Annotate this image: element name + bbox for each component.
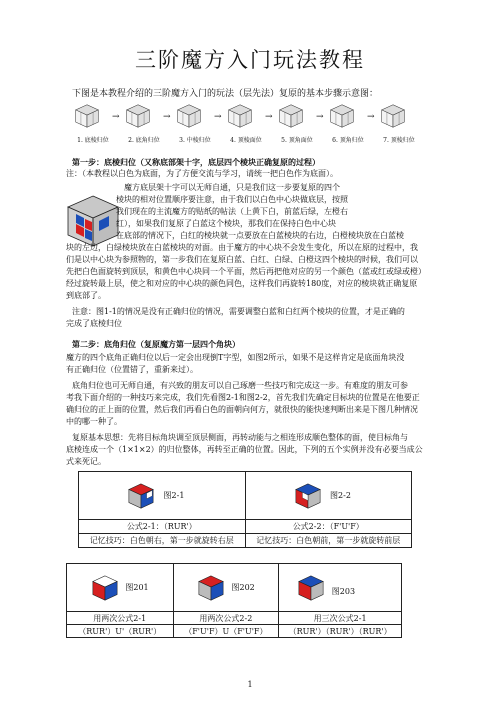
step1-note2-line-1: 注意：图1-1的情况是没有正确归位的情况，需要调整白蓝和白红两个棱块的位置，才是正确的 [72,307,405,316]
step1-line-5: 在底部的情况下，白红的棱块就一点要放在白蓝棱块的右边，白橙棱块放在白蓝棱 [116,231,404,240]
step2-p2-line-4: 中的哪一种了。 [66,417,122,426]
step-label: 1. 底棱归位 [77,137,109,144]
step-5 [278,103,316,144]
step2-p2-line-2: 考我下面介绍的一种技巧来完成，我们先看图2-1和图2-2，首先我们先确定目标块的位置是在他要正 [66,393,420,402]
page-title: 三阶魔方入门玩法教程 [135,48,365,72]
figure-caption: 图202 [231,582,255,592]
steps-diagram [74,103,430,145]
page-number: 1 [247,680,253,689]
step-label: 2. 底角归位 [128,137,160,144]
cube-figure-201 [91,574,119,602]
figure-caption: 图203 [331,586,356,596]
cube-illustration-step1 [74,103,100,129]
step2-p2-line-1: 底角归位也可无师自通，有兴致的朋友可以自己琢磨一些技巧和完成这一步。有难度的朋友可参 [72,381,408,390]
step-label: 5. 顶角面位 [281,137,313,144]
cube-figure-203 [297,574,325,602]
step1-note2-line-2: 完成了底棱归位 [66,319,122,328]
intro-text: 下图是本教程介绍的三阶魔方入门的玩法（层先法）复原的基本步骤示意图： [72,89,379,99]
formula-cell: 公式2-1：（RUR'） [79,520,246,534]
figure-cell-201 [67,564,174,612]
cube-illustration-step7 [380,103,406,129]
step1-line-4: 红），如果我们复原了白蓝这个棱块，那我们在保持白色中心块 [116,219,336,228]
step-label: 6. 顶角归位 [332,137,364,144]
step1-full-line-2: 们是以中心块为参照物的，第一步我们在复原白蓝、白红、白绿、白橙这四个棱块的时候，我们可以 [66,255,418,264]
memo-cell: 记忆技巧：白色朝右，第一步就旋转右层 [79,534,246,548]
step1-note: 注：（本教程以白色为底面，为了方便交流与学习，请统一把白色作为底面）。 [66,169,338,178]
cube-figure-2-1 [127,482,155,510]
step-1 [74,103,112,144]
arrow-icon: → [163,112,171,122]
arrow-icon: → [265,112,273,122]
step-3 [176,103,214,144]
formula-cell: 公式2-2：（F'U'F） [245,520,412,534]
formula-table-2 [66,563,402,638]
usage-cell: 用两次公式2-2 [173,612,279,625]
step1-line-2: 棱块的相对位置顺序要注意，由于我们以白色中心块做底层，按照 [116,195,348,204]
cube-figure-2-2 [294,482,322,510]
step1-line-1: 魔方底层架十字可以无师自通，只是我们这一步要复原的四个 [124,183,340,192]
sequence-cell: （RUR'）（RUR'）（RUR'） [279,625,402,638]
cube-illustration-step6 [329,103,355,129]
usage-cell: 用两次公式2-1 [67,612,174,625]
step-6 [329,103,367,144]
step1-full-line-3: 先把白色面旋转到顶层，和黄色中心块同一个平面，然后再把他对应的另一个颜色（蓝或红或绿或橙） [66,267,426,276]
step2-p3-line-2: 底棱连成一个（1×1×2）的归位整体，再转至正确的位置。因此，下列的五个实例并没有必要当成公 [66,445,423,454]
step2-heading: 第二步：底角归位（复原魔方第一层四个角块） [72,339,240,349]
step1-full-line-1: 块的左边，白绿棱块放在白蓝棱块的对面。由于魔方的中心块不会发生变化，所以在原的过程中，我 [66,243,418,252]
usage-cell: 用三次公式2-1 [279,612,402,625]
formula-table-1 [78,471,412,548]
sequence-cell: （F'U'F）U（F'U'F） [173,625,279,638]
figure-cell-202 [173,564,279,612]
step1-full-line-4: 经过旋转最上层，使之和对应的中心块的颜色同色，这样我们再旋转180度，对应的棱块就正确复原 [66,279,418,288]
step-label: 7. 顶棱归位 [383,137,415,144]
figure-caption: 图2-1 [163,490,185,500]
figure-caption: 图2-2 [330,490,351,500]
step2-p1-line-2: 有正确归位（位置错了，重新来过）。 [66,365,198,374]
arrow-icon: → [214,112,222,122]
step2-p3-line-1: 复原基本思想：先将目标角块调至顶层侧面，再转动能与之相连形成顺色整体的面，使目标角与 [72,433,408,442]
cube-illustration-step3 [176,103,202,129]
cube-illustration-step4 [227,103,253,129]
figure-cell-203 [279,564,402,612]
step2-p3-line-3: 式来死记。 [66,457,106,466]
step-2 [125,103,163,144]
figure-cell-2-2 [245,472,412,520]
memo-cell: 记忆技巧：白色朝前，第一步就旋转前层 [245,534,412,548]
step-label: 4. 顶棱面位 [230,137,262,144]
cube-figure-202 [197,574,225,602]
cube-figure-1-1 [66,194,120,248]
cube-illustration-step5 [278,103,304,129]
figure-caption: 图201 [125,582,149,592]
step2-p2-line-3: 确归位的正上面的位置，然后我们再看白色的面朝向何方，就很快的能快速判断出来是下图几种情况 [66,405,418,414]
sequence-cell: （RUR'）U'（RUR'） [67,625,174,638]
figure-cell-2-1 [79,472,246,520]
cube-illustration-step2 [125,103,151,129]
step1-heading: 第一步：底棱归位（又称底部架十字，底层四个棱块正确复原的过程） [72,157,320,167]
arrow-icon: → [367,112,375,122]
step-4 [227,103,265,144]
step1-full-line-5: 到底部了。 [66,291,106,300]
step1-line-3: 我们现在的主流魔方的贴纸的帖法（上黄下白，前蓝后绿，左橙右 [116,207,348,216]
step-7 [380,103,418,144]
step2-p1-line-1: 魔方的四个底角正确归位以后一定会出现倒T字型，如图2所示，如果不是这样肯定是底面角块没 [66,353,405,362]
arrow-icon: → [112,112,120,122]
step-label: 3. 中棱归位 [179,137,211,144]
arrow-icon: → [316,112,324,122]
